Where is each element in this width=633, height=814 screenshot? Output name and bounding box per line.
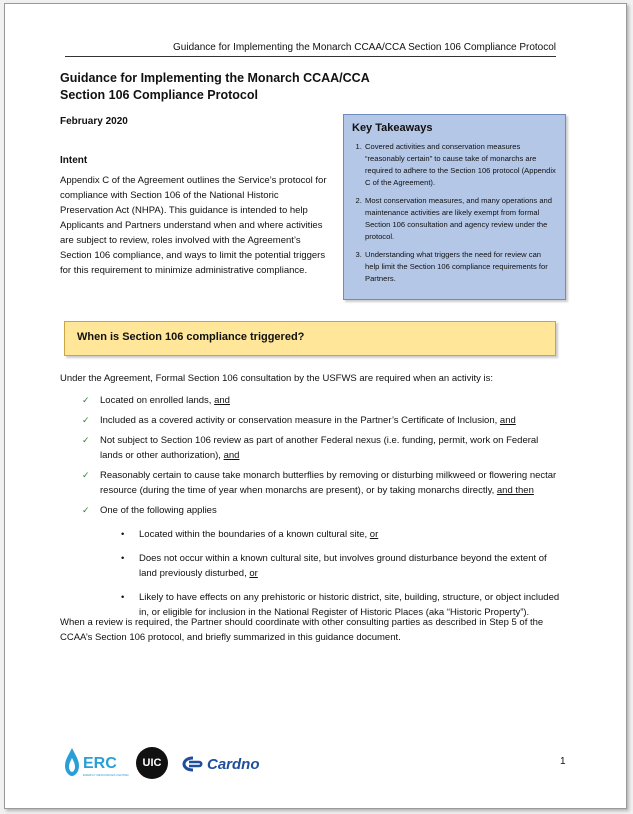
trigger-checklist [82,393,562,629]
document-date: February 2020 [60,116,128,127]
check-icon: ✓ [82,395,90,405]
bullet-icon: • [121,529,125,540]
takeaway-item: 1. Covered activities and conservation measures “reasonably certain” to cause take of monarchs are required to adhere to the Section 106 protocol (Appendix C of the Agreement). [364,141,557,189]
bullet-icon: • [121,592,125,603]
sub-list-text: Located within the boundaries of a known cultural site, [139,529,370,540]
key-takeaways-box [343,114,566,300]
sub-list-text: Does not occur within a known cultural site, but involves ground disturbance beyond the extent of land previously disturbed, [139,553,547,579]
footer-logos [63,744,313,784]
key-takeaways-list [352,141,557,285]
sub-list-conjunction: or [249,568,258,579]
uic-logo: UIC [136,747,168,779]
checklist-text: Located on enrolled lands, [100,395,215,406]
sub-list-conjunction: or [369,529,379,540]
check-icon: ✓ [82,470,90,480]
check-icon: ✓ [82,435,90,445]
bullet-icon: • [121,553,125,564]
document-page [4,3,627,809]
section-closing: When a review is required, the Partner should coordinate with other consulting parties as described in Step 5 of the CCAA’s Section 106 protocol, and briefly summarized in this guidance document. [60,617,544,643]
checklist-text: Included as a covered activity or conservation measure in the Partner’s Certificate of Inclusion, [100,415,500,426]
section-lead: Under the Agreement, Formal Section 106 consultation by the USFWS are required when an activity is: [60,373,493,384]
sub-list [100,527,562,620]
checklist-item [82,413,562,428]
checklist-item [82,503,562,620]
cardno-logo [181,753,291,775]
checklist-conjunction: and [223,450,240,461]
title-line-2: Section 106 Compliance Protocol [60,88,258,102]
sub-list-item [121,527,562,542]
check-icon: ✓ [82,505,90,515]
cardno-logo-text: Cardno [207,756,260,773]
takeaway-item: 3. Understanding what triggers the need for review can help limit the Section 106 compliance requirements for Partners. [364,249,557,285]
checklist-item [82,468,562,498]
section-callout [64,321,556,356]
callout-heading: When is Section 106 compliance triggered? [77,331,305,343]
checklist-item [82,433,562,463]
page-number: 1 [560,756,566,767]
sub-list-text: Likely to have effects on any prehistoric or historic district, site, building, structure, or object included in, or eligible for inclusion in the National Register of Historic Places (aka “Historic Property”). [139,592,560,618]
intent-heading: Intent [60,155,88,166]
checklist-conjunction: and then [496,485,534,496]
checklist-conjunction: and [499,415,516,426]
intent-body: Appendix C of the Agreement outlines the Service’s protocol for compliance with Section 106 of the National Historic Preservation Act (NHPA). This guidance is intended to help Applicants and Partners understand when and where activities are subject to review, roles involved with the Agreement’s Section 106 compliance, and ways to limit the potential triggers for this requirement to minimize administrative compliance. [60,175,327,276]
check-icon: ✓ [82,415,90,425]
checklist-text: One of the following applies [100,505,217,516]
erc-logo-text: ERC [83,755,117,772]
erc-logo-subtext: ENERGY RESOURCES CENTER [83,773,129,777]
checklist-conjunction: and [214,395,230,406]
sub-list-item [121,551,562,581]
checklist-item [82,393,562,408]
running-header: Guidance for Implementing the Monarch CCAA/CCA Section 106 Compliance Protocol [65,42,556,57]
erc-logo [63,744,129,782]
title-line-1: Guidance for Implementing the Monarch CCAA/CCA [60,71,370,85]
checklist-text: Reasonably certain to cause take monarch butterflies by removing or disturbing milkweed or flowering nectar resource (during the time of year when monarchs are present), or by taking monarchs directly, [100,470,557,496]
key-takeaways-heading: Key Takeaways [352,122,433,134]
checklist-text: Not subject to Section 106 review as part of another Federal nexus (i.e. funding, permit, work on Federal lands or other authorization), [100,435,539,461]
takeaway-item: 2. Most conservation measures, and many operations and maintenance activities are likely exempt from formal Section 106 consultation and agency review under the protocol. [364,195,557,243]
document-title [60,70,380,104]
